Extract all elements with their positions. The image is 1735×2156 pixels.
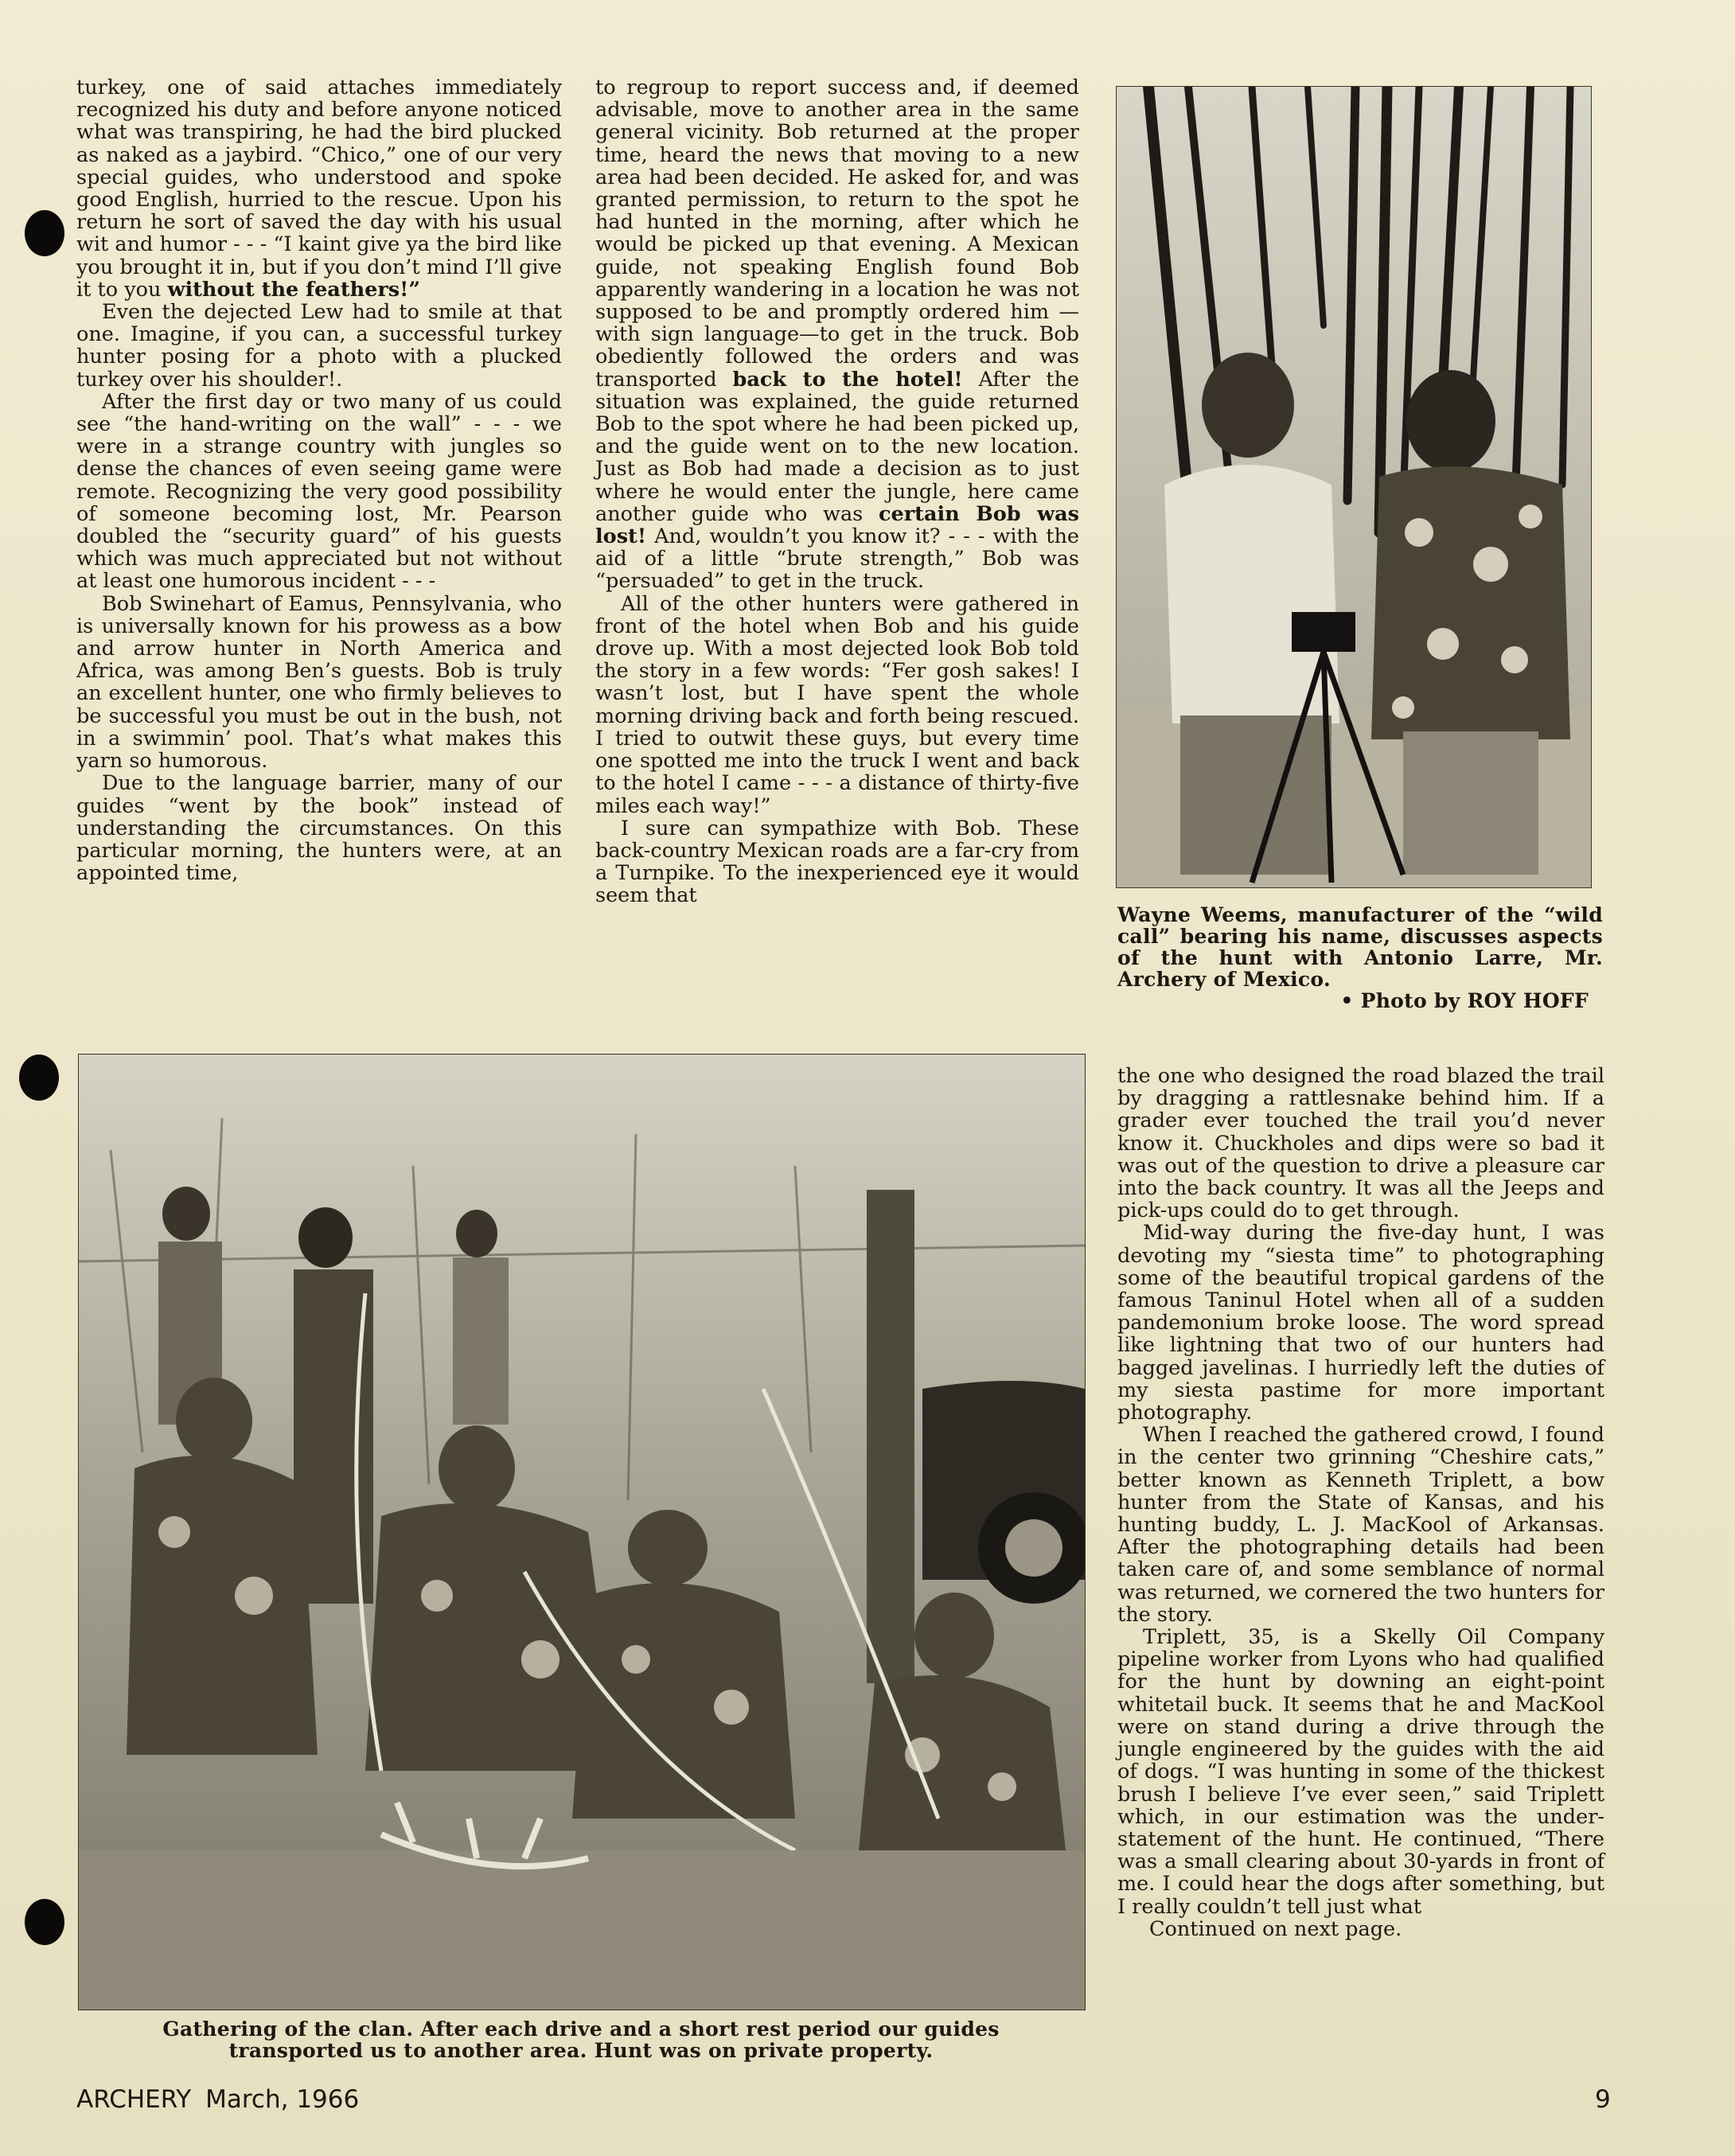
binder-hole-middle bbox=[19, 1055, 59, 1101]
caption-text: Wayne Weems, manufacturer of the “wild call” bearing his name, discusses aspects of the hunt with Antonio Larre, Mr. Archery of Mexico. bbox=[1117, 903, 1603, 991]
photo-gathering-of-clan-image bbox=[79, 1055, 1085, 2010]
photo-credit: • Photo by ROY HOFF bbox=[1340, 989, 1589, 1012]
paragraph: When I reached the gathered crowd, I found in the center two grinning “Cheshire cats,” better known as Kenneth Triplett, a bow hunter from the State of Kansas, and his hunting buddy, L. J. MacKool of Arkansas. After the photographing details had been taken care of, and some semblance of normal was returned, we cornered the two hunters for the story. bbox=[1117, 1423, 1604, 1627]
paragraph: Mid-way during the five-day hunt, I was devoting my “siesta time” to photographing some of the beautiful tropical gardens of the famous Taninul Hotel when all of a sudden pandemonium broke loose. The word spread like lightning that two of our hunters had bagged javelinas. I hurriedly left the duties of my siesta pastime for more important photography. bbox=[1117, 1221, 1604, 1425]
paragraph: to regroup to report success and, if deemed advisable, move to another area in the same general vicinity. Bob returned at the proper time, heard the news that moving to a new area had been decided. He asked for, and was granted permission, to return to the spot he had hunted in the morning, after which he would be picked up that evening. A Mexican guide, not speaking English found Bob apparently wandering in a location he was not supposed to be and promptly ordered him —with sign language—to get in the truck. Bob obediently followed the orders and was transported back to the hotel! After the situation was explained, the guide returned Bob to the spot where he had been picked up, and the guide went on to the new location. Just as Bob had made a decision as to just where he would enter the jungle, here came another guide who was certain Bob was lost! And, wouldn’t you know it? - - - with the aid of a little “brute strength,” Bob was “persuaded” to get in the truck. bbox=[595, 76, 1079, 594]
photo-hunters-talking-caption bbox=[1117, 904, 1603, 1012]
magazine-name: ARCHERY bbox=[76, 2085, 192, 2114]
continued-note: Continued on next page. bbox=[1149, 1916, 1402, 1941]
photo-gathering-caption: Gathering of the clan. After each drive and a short rest period our guides transported us to another area. Hunt was on private property. bbox=[162, 2018, 1000, 2062]
footer-magazine bbox=[76, 2085, 359, 2114]
paragraph: All of the other hunters were gathered in front of the hotel when Bob and his guide drove up. With a most dejected look Bob told the story in a few words: “Fer gosh sakes! I wasn’t lost, but I have spent the whole morning driving back and forth being rescued. I tried to outwit these guys, but every time one spotted me into the truck I went and back to the hotel I came - - - a distance of thirty-five miles each way!” bbox=[595, 591, 1079, 818]
binder-hole-top bbox=[25, 210, 64, 256]
paragraph: turkey, one of said attaches immediately recognized his duty and before anyone noticed what was transpiring, he had the bird plucked as naked as a jaybird. “Chico,” one of our very special guides, who understood and spoke good English, hurried to the rescue. Upon his return he sort of saved the day with his usual wit and humor - - - “I kaint give ya the bird like you brought it in, but if you don’t mind I’ll give it to you without the feathers!” bbox=[76, 76, 562, 302]
paragraph: After the first day or two many of us could see “the hand-writing on the wall” - - - we were in a strange country with jungles so dense the chances of even seeing game were remote. Recognizing the very good possibility of someone becoming lost, Mr. Pearson doubled the “security guard” of his guests which was much appreciated but not without at least one humorous incident - - - bbox=[76, 389, 562, 594]
article-column-3 bbox=[1117, 1065, 1604, 1940]
photo-gathering-of-clan bbox=[78, 1054, 1086, 2010]
page-number: 9 bbox=[1595, 2085, 1611, 2114]
paragraph: Even the dejected Lew had to smile at that one. Imagine, if you can, a successful turkey hunter posing for a photo with a plucked turkey over his shoulder!. bbox=[76, 300, 562, 392]
paragraph: I sure can sympathize with Bob. These back-country Mexican roads are a far-cry from a Turnpike. To the inexperienced eye it would seem that bbox=[595, 816, 1079, 908]
article-column-1 bbox=[76, 76, 562, 884]
binder-hole-bottom bbox=[25, 1899, 64, 1945]
paragraph: Triplett, 35, is a Skelly Oil Company pipeline worker from Lyons who had qualified for the hunt by downing an eight-point whitetail buck. It seems that he and MacKool were on stand during a drive through the jungle engineered by the guides with the aid of dogs. “I was hunting in some of the thickest brush I believe I’ve ever seen,” said Triplett which, in our estimation was the under-statement of the hunt. He continued, “There was a small clearing about 30-yards in front of me. I could hear the dogs after something, but I really couldn’t tell just what bbox=[1117, 1625, 1604, 1919]
photo-hunters-talking bbox=[1116, 86, 1592, 888]
issue-date: March, 1966 bbox=[205, 2085, 360, 2114]
paragraph: the one who designed the road blazed the trail by dragging a rattlesnake behind him. If a grader ever touched the trail you’d never know it. Chuckholes and dips were so bad it was out of the question to drive a pleasure car into the back country. It was all the Jeeps and pick-ups could do to get through. bbox=[1117, 1064, 1604, 1223]
paragraph: Due to the language barrier, many of our guides “went by the book” instead of understanding the circumstances. On this particular morning, the hunters were, at an appointed time, bbox=[76, 771, 562, 886]
paragraph: Bob Swinehart of Eamus, Pennsylvania, who is universally known for his prowess as a bow and arrow hunter in North America and Africa, was among Ben’s guests. Bob is truly an excellent hunter, one who firmly believes to be successful you must be out in the bush, not in a swimmin’ pool. That’s what makes this yarn so humorous. bbox=[76, 591, 562, 774]
photo-hunters-talking-image bbox=[1117, 87, 1591, 887]
article-column-2 bbox=[595, 76, 1079, 907]
